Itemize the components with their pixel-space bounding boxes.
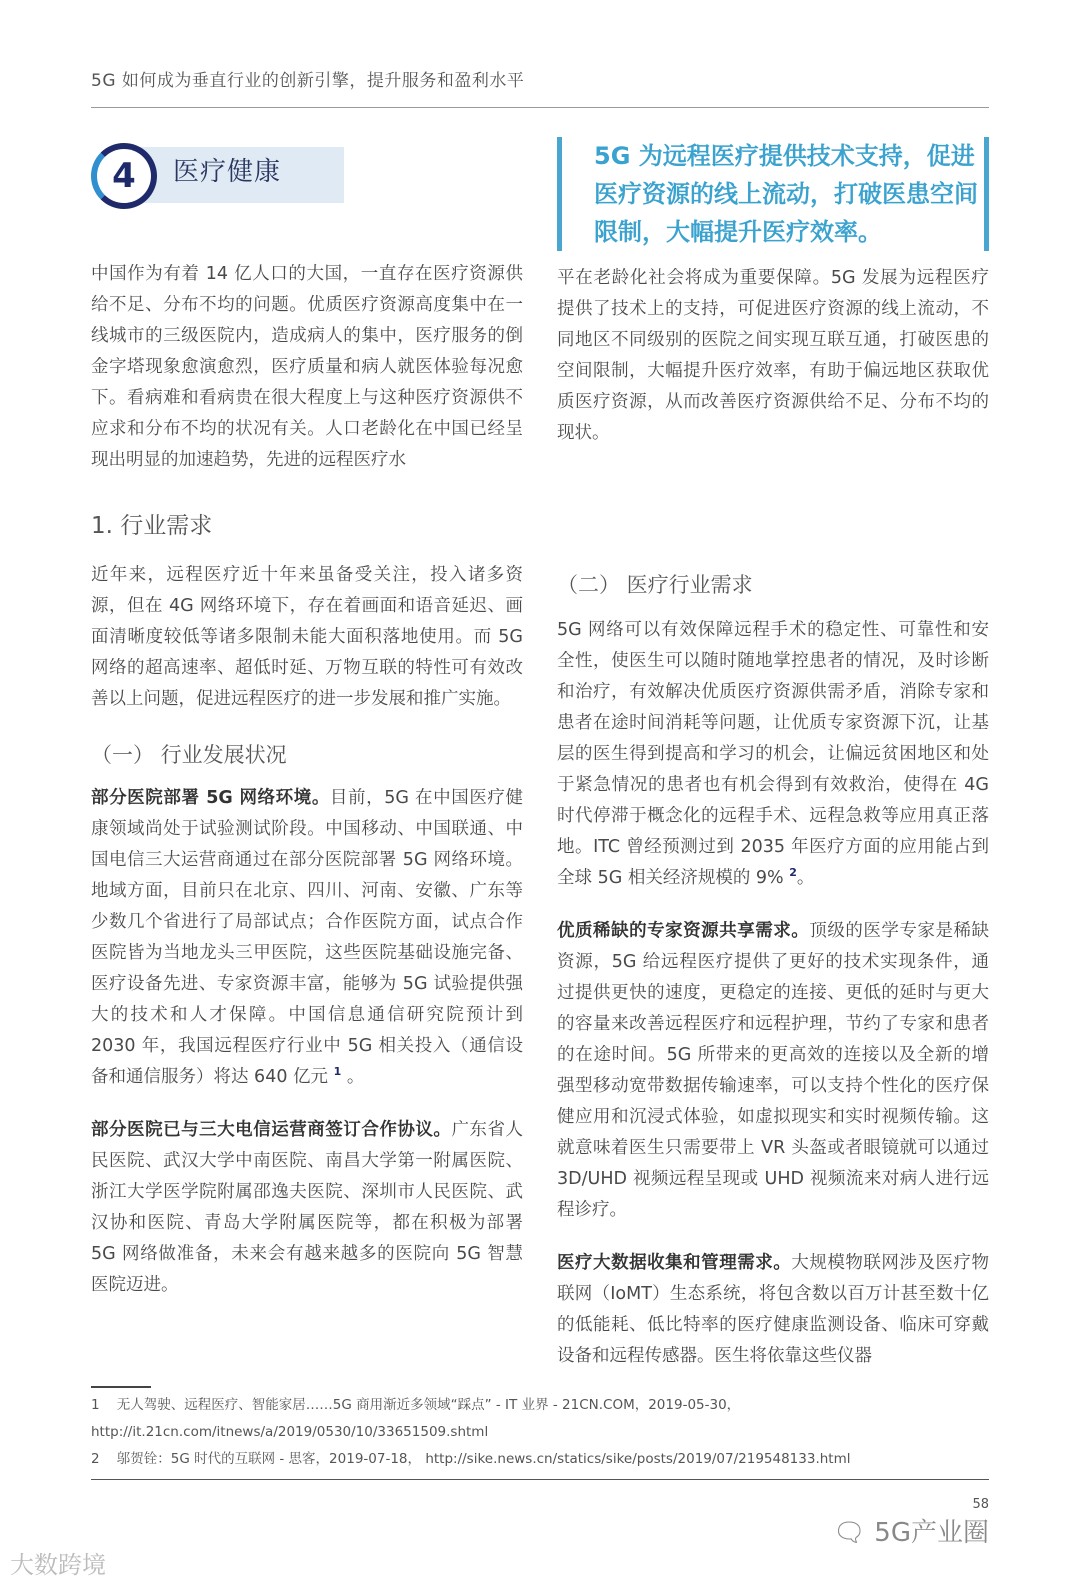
watermark-left: 大数跨境 [10,1551,106,1579]
footnote-2: 2 邬贺铨：5G 时代的互联网 - 思客，2019-07-18， http://sike.news.cn/statics/sike/posts/2019/07/219548133.html [91,1451,851,1467]
footnote-divider [91,1386,151,1388]
wechat-icon: 🗨 [833,1518,867,1548]
footnote-2-url[interactable]: http://sike.news.cn/statics/sike/posts/2019/07/219548133.html [425,1451,851,1467]
footer-divider [91,1479,989,1480]
heading-industry-demand: 1. 行业需求 [91,513,213,539]
footnotes [91,1392,989,1473]
lead-text: 部分医院部署 5G 网络环境。 [91,788,330,808]
left-column [91,137,523,1301]
lead-text: 部分医院已与三大电信运营商签订合作协议。 [91,1120,452,1140]
watermark-wechat: 🗨 5G产业圈 [833,1518,989,1548]
footnote-ref-1[interactable]: 1 [333,1065,342,1079]
footnote-1-url[interactable]: http://it.21cn.com/itnews/a/2019/0530/10/33651509.shtml [91,1424,489,1440]
paragraph-expert-sharing: 优质稀缺的专家资源共享需求。顶级的医学专家是稀缺资源，5G 给远程医疗提供了更好的技术实现条件，通过提供更快的速度，更稳定的连接、更低的延时与更大的容量来改善远程医疗和远程护理，节约了专家和患者的在途时间。5G 所带来的更高效的连接以及全新的增强型移动宽带数据传输速率，可以支持个性化的医疗保健应用和沉浸式体验，如虚拟现实和实时视频传输。这就意味着医生只需要带上 VR 头盔或者眼镜就可以通过 3D/UHD 视频远程呈现或 UHD 视频流来对病人进行远程诊疗。 [557,921,990,1220]
page-content [10,0,990,1580]
footnote-ref-2[interactable]: 2 [789,866,797,880]
page-number: 58 [972,1497,989,1512]
lead-text: 优质稀缺的专家资源共享需求。 [557,921,810,941]
lead-text: 医疗大数据收集和管理需求。 [557,1253,792,1273]
paragraph-remote-surgery: 5G 网络可以有效保障远程手术的稳定性、可靠性和安全性，使医生可以随时随地掌控患者的情况，及时诊断和治疗，有效解决优质医疗资源供需矛盾，消除专家和患者在途时间消耗等问题，让优质专家资源下沉，让基层的医生得到提高和学习的机会，让偏远贫困地区和处于紧急情况的患者也有机会得到有效救治，使得在 4G 时代停滞于概念化的远程手术、远程急救等应用真正落地。ITC 曾经预测过到 2035 年医疗方面的应用能占到全球 5G 相关经济规模的 9% $^2$。 [557,620,989,888]
intro-continued-paragraph: 平在老龄化社会将成为重要保障。5G 发展为远程医疗提供了技术上的支持，可促进医疗资源的线上流动，不同地区不同级别的医院之间实现互联互通，打破医患的空间限制，大幅提升医疗效率，有助于偏远地区获取优质医疗资源，从而改善医疗资源供给不足、分布不均的现状。 [557,268,989,443]
columns [91,137,989,1372]
pull-quote: 5G 为远程医疗提供技术支持，促进医疗资源的线上流动，打破医患空间限制，大幅提升医疗效率。 [557,137,989,251]
intro-paragraph: 中国作为有着 14 亿人口的大国，一直存在医疗资源供给不足、分布不均的问题。优质医疗资源高度集中在一线城市的三级医院内，造成病人的集中，医疗服务的倒金字塔现象愈演愈烈，医疗质量和病人就医体验每况愈下。看病难和看病贵在很大程度上与这种医疗资源供不应求和分布不均的状况有关。人口老龄化在中国已经呈现出明显的加速趋势，先进的远程医疗水 [91,264,523,470]
footnote-1: 1 无人驾驶、远程医疗、智能家居……5G 商用渐近多领域“踩点” - IT 业界 - 21CN.COM，2019-05-30， [91,1397,741,1413]
heading-medical-needs: （二） 医疗行业需求 [557,573,753,597]
section-badge [91,143,351,205]
heading-industry-status: （一） 行业发展状况 [91,743,287,767]
paragraph-5g-deployment: 部分医院部署 5G 网络环境。目前，5G 在中国医疗健康领域尚处于试验测试阶段。中国移动、中国联通、中国电信三大运营商通过在部分医院部署 5G 网络环境。地域方面，目前只在北京、四川、河南、安徽、广东等少数几个省进行了局部试点；合作医院方面，试点合作医院皆为当地龙头三甲医院，这些医院基础设施完备、医疗设备先进、专家资源丰富，能够为 5G 试验提供强大的技术和人才保障。中国信息通信研究院预计到 2030 年，我国远程医疗行业中 5G 相关投入（通信设备和通信服务）将达 640 亿元 $^1$ 。 [91,788,523,1087]
section-title: 医疗健康 [173,157,282,187]
demand-paragraph: 近年来，远程医疗近十年来虽备受关注，投入诸多资源，但在 4G 网络环境下，存在着画面和语音延迟、画面清晰度较低等诸多限制未能大面积落地使用。而 5G 网络的超高速率、超低时延、万物互联的特性可有效改善以上问题，促进远程医疗的进一步发展和推广实施。 [91,565,523,709]
running-title: 5G 如何成为垂直行业的创新引擎，提升服务和盈利水平 [91,71,525,91]
section-number: 4 [112,155,136,196]
right-column [557,137,989,1372]
paragraph-big-data: 医疗大数据收集和管理需求。大规模物联网涉及医疗物联网（IoMT）生态系统，将包含数以百万计甚至数十亿的低能耗、低比特率的医疗健康监测设备、临床可穿戴设备和远程传感器。医生将依靠这些仪器 [557,1253,990,1366]
section-number-circle-icon [91,143,157,209]
paragraph-hospital-agreements: 部分医院已与三大电信运营商签订合作协议。广东省人民医院、武汉大学中南医院、南昌大学第一附属医院、浙江大学医学院附属邵逸夫医院、深圳市人民医院、武汉协和医院、青岛大学附属医院等，都在积极为部署 5G 网络做准备，未来会有越来越多的医院向 5G 智慧医院迈进。 [91,1120,524,1295]
